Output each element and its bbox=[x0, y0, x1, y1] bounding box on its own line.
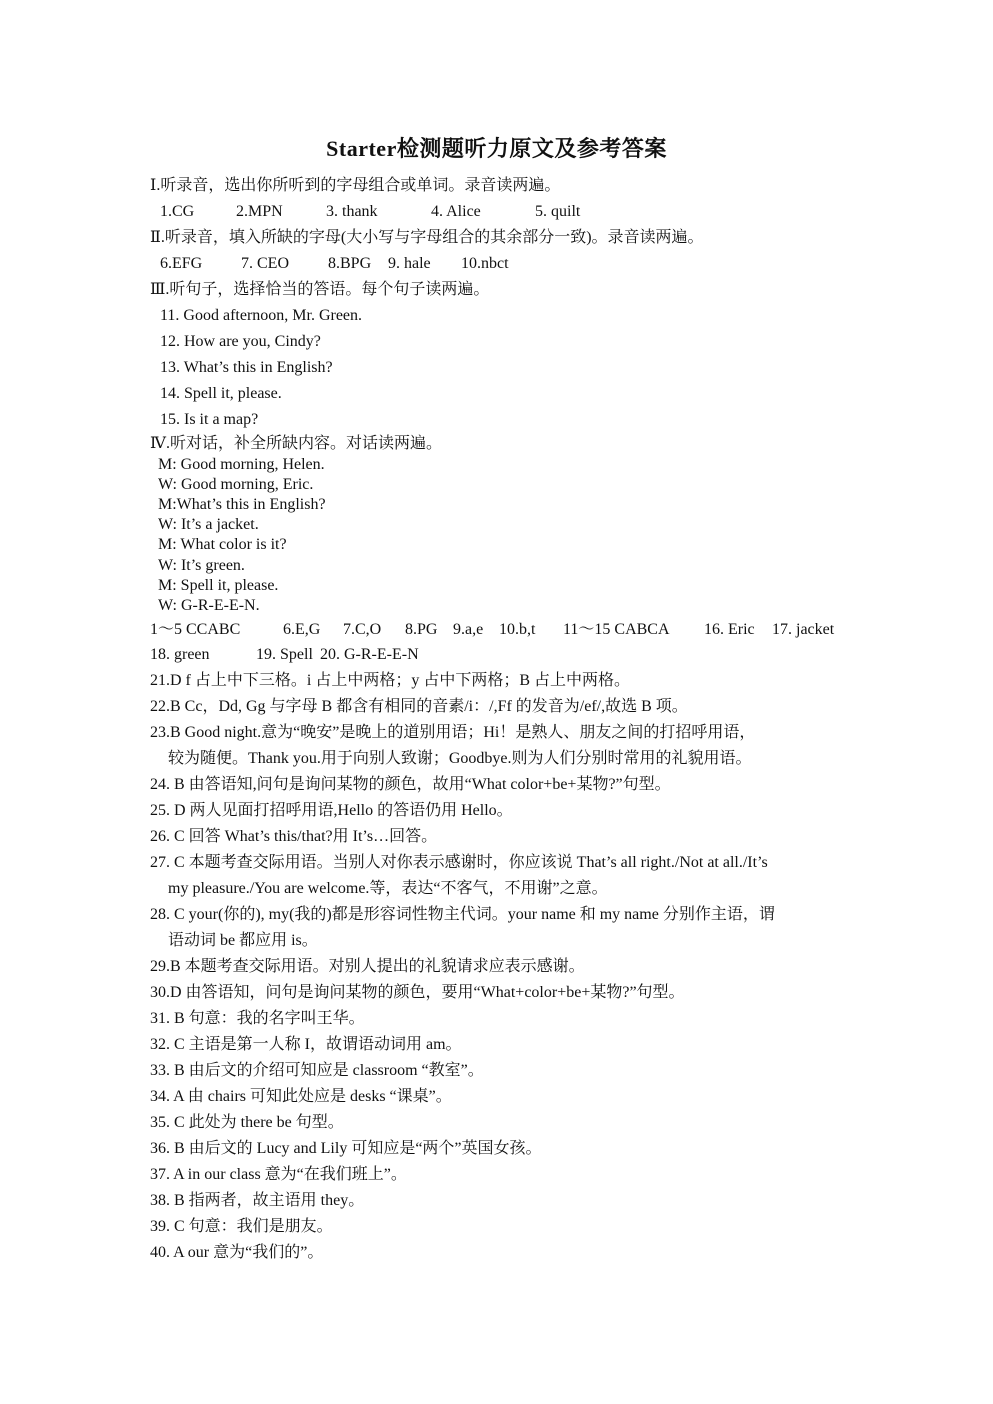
explanation-line: 36. B 由后文的 Lucy and Lily 可知应是“两个”英国女孩。 bbox=[150, 1140, 542, 1157]
explanation-line: 23.B Good night.意为“晚安”是晚上的道别用语；Hi！是熟人、朋友之间的打招呼用语， bbox=[150, 724, 756, 741]
explanation-line: 35. C 此处为 there be 句型。 bbox=[150, 1114, 344, 1131]
dialogue-line: W: It’s a jacket. bbox=[158, 516, 259, 533]
answers-row-1 bbox=[150, 620, 834, 640]
explanation-line: 32. C 主语是第一人称 I，故谓语动词用 am。 bbox=[150, 1036, 462, 1053]
sentence-line: 11. Good afternoon, Mr. Green. bbox=[160, 307, 363, 324]
explanation-line: 21.D f 占上中下三格。i 占上中两格；y 占中下两格；B 占上中两格。 bbox=[150, 672, 631, 689]
answer-item: 1～5 CCABC bbox=[150, 621, 241, 638]
explanation-line: 25. D 两人见面打招呼用语,Hello 的答语仍用 Hello。 bbox=[150, 802, 513, 819]
explanation-line: 40. A our 意为“我们的”。 bbox=[150, 1244, 324, 1261]
explanation-line: 37. A in our class 意为“在我们班上”。 bbox=[150, 1166, 407, 1183]
explanation-line: 33. B 由后文的介绍可知应是 classroom “教室”。 bbox=[150, 1062, 484, 1079]
answer-item: 4. Alice bbox=[431, 203, 481, 220]
sentence-line: 13. What’s this in English? bbox=[160, 359, 333, 376]
explanation-line: 29.B 本题考查交际用语。对别人提出的礼貌请求应表示感谢。 bbox=[150, 958, 585, 975]
explanation-line: 31. B 句意：我的名字叫王华。 bbox=[150, 1010, 365, 1027]
page-title: Starter检测题听力原文及参考答案 bbox=[326, 136, 667, 161]
sentence-line: 15. Is it a map? bbox=[160, 411, 259, 428]
answer-item: 7.C,O bbox=[343, 621, 382, 638]
dialogue-line: W: Good morning, Eric. bbox=[158, 476, 314, 493]
answer-item: 19. Spell bbox=[256, 646, 313, 663]
explanation-line: my pleasure./You are welcome.等，表达“不客气，不用谢”之意。 bbox=[168, 880, 608, 897]
answer-item: 2.MPN bbox=[236, 203, 283, 220]
answer-item: 9. hale bbox=[388, 255, 431, 272]
section-1-answers bbox=[160, 202, 580, 222]
answer-item: 1.CG bbox=[160, 203, 195, 220]
answers-row-2 bbox=[150, 645, 419, 665]
answer-item: 10.b,t bbox=[499, 621, 536, 638]
answer-item: 16. Eric bbox=[704, 621, 755, 638]
explanation-line: 24. B 由答语知,问句是询问某物的颜色，故用“What color+be+某物?”句型。 bbox=[150, 776, 671, 793]
explanation-line: 22.B Cc，Dd, Gg 与字母 B 都含有相同的音素/i：/,Ff 的发音为/ef/,故选 B 项。 bbox=[150, 698, 688, 715]
section-4-heading: Ⅳ.听对话，补全所缺内容。对话读两遍。 bbox=[150, 435, 442, 452]
dialogue-line: M: What color is it? bbox=[158, 536, 287, 553]
answer-item: 5. quilt bbox=[535, 203, 581, 220]
dialogue-line: W: It’s green. bbox=[158, 557, 245, 574]
dialogue-line: M:What’s this in English? bbox=[158, 496, 326, 513]
section-1-heading: Ⅰ.听录音，选出你所听到的字母组合或单词。录音读两遍。 bbox=[150, 177, 561, 194]
section-3-heading: Ⅲ.听句子，选择恰当的答语。每个句子读两遍。 bbox=[150, 281, 490, 298]
explanation-line: 38. B 指两者，故主语用 they。 bbox=[150, 1192, 365, 1209]
answer-item: 9.a,e bbox=[453, 621, 484, 638]
explanation-line: 26. C 回答 What’s this/that?用 It’s…回答。 bbox=[150, 828, 438, 845]
dialogue-line: M: Good morning, Helen. bbox=[158, 456, 325, 473]
explanation-line: 较为随便。Thank you.用于向别人致谢；Goodbye.则为人们分别时常用的礼貌用语。 bbox=[168, 750, 752, 767]
explanation-line: 27. C 本题考查交际用语。当别人对你表示感谢时，你应该说 That’s all right./Not at all./It’s bbox=[150, 854, 768, 871]
sentence-line: 14. Spell it, please. bbox=[160, 385, 282, 402]
answer-item: 17. jacket bbox=[772, 621, 835, 638]
answer-item: 8.BPG bbox=[328, 255, 372, 272]
explanation-line: 30.D 由答语知，问句是询问某物的颜色，要用“What+color+be+某物?”句型。 bbox=[150, 984, 685, 1001]
answer-item: 18. green bbox=[150, 646, 210, 663]
explanation-line: 语动词 be 都应用 is。 bbox=[168, 932, 318, 949]
section-2-answers bbox=[160, 254, 509, 274]
section-2-heading: Ⅱ.听录音，填入所缺的字母(大小写与字母组合的其余部分一致)。录音读两遍。 bbox=[150, 229, 704, 246]
explanation-line: 39. C 句意：我们是朋友。 bbox=[150, 1218, 333, 1235]
sentence-line: 12. How are you, Cindy? bbox=[160, 333, 321, 350]
explanation-line: 28. C your(你的), my(我的)都是形容词性物主代词。your name 和 my name 分别作主语，谓 bbox=[150, 906, 775, 923]
answer-item: 11～15 CABCA bbox=[563, 621, 670, 638]
explanation-line: 34. A 由 chairs 可知此处应是 desks “课桌”。 bbox=[150, 1088, 452, 1105]
answer-item: 6.E,G bbox=[283, 621, 321, 638]
answer-item: 6.EFG bbox=[160, 255, 203, 272]
answer-item: 10.nbct bbox=[461, 255, 509, 272]
answer-item: 8.PG bbox=[405, 621, 438, 638]
answer-item: 20. G-R-E-E-N bbox=[320, 646, 419, 663]
answer-item: 7. CEO bbox=[241, 255, 289, 272]
dialogue-line: W: G-R-E-E-N. bbox=[158, 597, 260, 614]
answer-item: 3. thank bbox=[326, 203, 378, 220]
dialogue-line: M: Spell it, please. bbox=[158, 577, 279, 594]
